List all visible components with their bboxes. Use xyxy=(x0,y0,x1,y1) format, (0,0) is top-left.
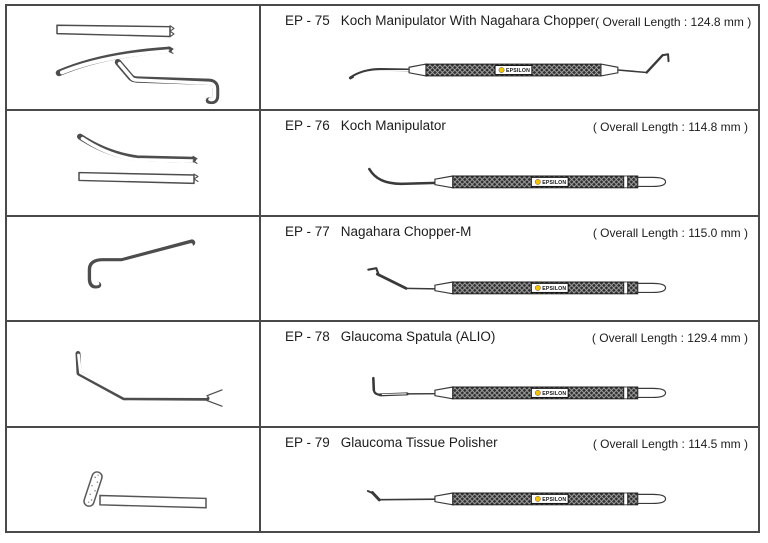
tip-detail-cell xyxy=(7,428,261,531)
overall-length: ( Overall Length : 129.4 mm ) xyxy=(591,331,748,346)
tip-detail-drawing xyxy=(7,322,259,425)
product-row xyxy=(7,6,758,111)
tip-detail-drawing xyxy=(7,6,259,109)
brand-label: EPSILON xyxy=(506,68,531,75)
tip-detail-cell xyxy=(7,6,261,109)
product-code: EP - 76 xyxy=(285,118,330,134)
product-row xyxy=(7,428,758,531)
product-name: Nagahara Chopper-M xyxy=(340,223,472,239)
product-name: Glaucoma Tissue Polisher xyxy=(340,434,498,450)
tip-detail-drawing xyxy=(7,217,259,320)
tip-detail-drawing xyxy=(7,111,259,214)
product-row xyxy=(7,217,758,322)
overall-length: ( Overall Length : 114.5 mm ) xyxy=(592,436,748,451)
product-cell xyxy=(261,111,758,214)
product-code: EP - 79 xyxy=(285,434,330,450)
product-row xyxy=(7,111,758,216)
tip-detail-cell xyxy=(7,111,261,214)
product-code: EP - 78 xyxy=(285,329,330,345)
overall-length: ( Overall Length : 124.8 mm ) xyxy=(595,15,752,29)
overall-length: ( Overall Length : 115.0 mm ) xyxy=(592,225,748,240)
product-cell xyxy=(261,322,758,425)
overall-length: ( Overall Length : 114.8 mm ) xyxy=(592,120,748,135)
tip-detail-cell xyxy=(7,322,261,425)
product-code: EP - 77 xyxy=(285,223,330,239)
product-cell xyxy=(261,6,758,109)
instrument-drawing xyxy=(261,322,758,425)
brand-badge xyxy=(495,65,532,74)
instrument-handle xyxy=(409,64,618,76)
product-name: Glaucoma Spatula (ALIO) xyxy=(340,329,496,345)
product-name: Koch Manipulator xyxy=(340,118,446,134)
tip-detail-cell xyxy=(7,217,261,320)
product-cell xyxy=(261,428,758,531)
product-name: Koch Manipulator With Nagahara Chopper xyxy=(340,13,596,28)
tip-detail-drawing xyxy=(7,428,259,531)
instrument-drawing xyxy=(261,111,758,214)
product-code: EP - 75 xyxy=(285,13,330,28)
brand-logo-icon xyxy=(499,67,504,72)
product-cell xyxy=(261,217,758,320)
instrument-drawing xyxy=(261,428,758,531)
instrument-drawing xyxy=(261,6,758,109)
product-row xyxy=(7,322,758,427)
instrument-drawing xyxy=(261,217,758,320)
catalog-table xyxy=(5,4,760,533)
